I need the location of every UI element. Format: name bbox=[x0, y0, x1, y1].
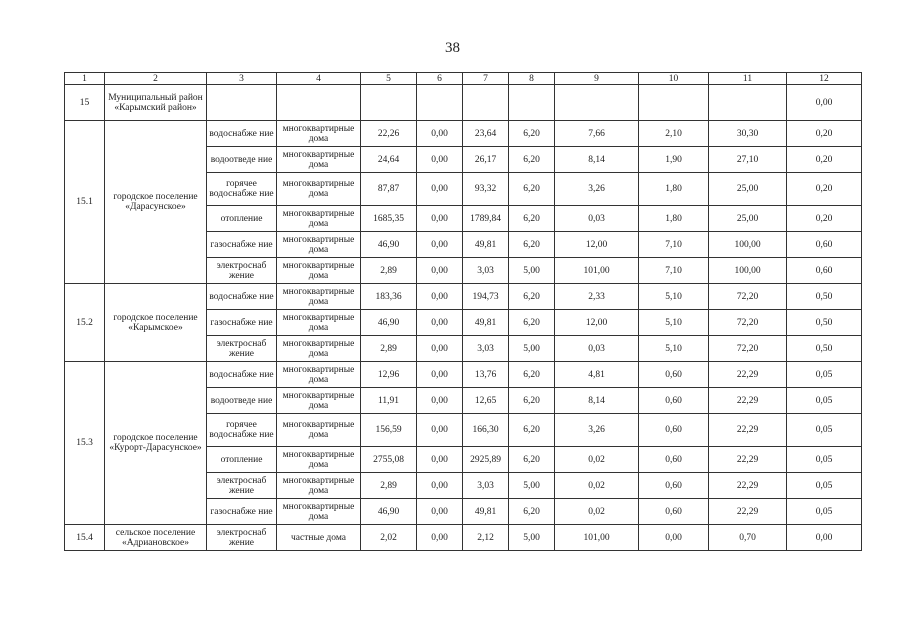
value-cell: 0,00 bbox=[417, 232, 463, 258]
value-cell: 0,05 bbox=[787, 388, 862, 414]
building-type: многоквартирные дома bbox=[277, 310, 361, 336]
value-cell: 101,00 bbox=[555, 525, 639, 551]
group-name: городское поселение «Карымское» bbox=[105, 284, 207, 362]
value-cell: 0,60 bbox=[639, 447, 709, 473]
value-cell: 0,00 bbox=[417, 147, 463, 173]
value-cell: 12,65 bbox=[463, 388, 509, 414]
column-header: 11 bbox=[709, 73, 787, 85]
value-cell: 3,03 bbox=[463, 473, 509, 499]
column-header: 8 bbox=[509, 73, 555, 85]
value-cell: 0,02 bbox=[555, 473, 639, 499]
value-cell: 0,20 bbox=[787, 121, 862, 147]
value-cell: 0,05 bbox=[787, 362, 862, 388]
table-row bbox=[65, 525, 862, 551]
value-cell: 5,10 bbox=[639, 336, 709, 362]
value-cell: 1789,84 bbox=[463, 206, 509, 232]
group-number: 15.1 bbox=[65, 121, 105, 284]
service-type: водоотведе ние bbox=[207, 147, 277, 173]
building-type: многоквартирные дома bbox=[277, 121, 361, 147]
column-header: 9 bbox=[555, 73, 639, 85]
column-header: 10 bbox=[639, 73, 709, 85]
value-cell: 0,60 bbox=[639, 473, 709, 499]
value-cell: 0,03 bbox=[555, 336, 639, 362]
section-value: 0,00 bbox=[787, 85, 862, 121]
value-cell: 6,20 bbox=[509, 310, 555, 336]
building-type: многоквартирные дома bbox=[277, 414, 361, 447]
value-cell: 6,20 bbox=[509, 362, 555, 388]
value-cell: 11,91 bbox=[361, 388, 417, 414]
column-header: 5 bbox=[361, 73, 417, 85]
value-cell: 0,00 bbox=[417, 388, 463, 414]
building-type: многоквартирные дома bbox=[277, 473, 361, 499]
value-cell: 5,00 bbox=[509, 258, 555, 284]
value-cell: 0,00 bbox=[787, 525, 862, 551]
group-number: 15.4 bbox=[65, 525, 105, 551]
value-cell: 2,12 bbox=[463, 525, 509, 551]
building-type: многоквартирные дома bbox=[277, 336, 361, 362]
value-cell: 100,00 bbox=[709, 232, 787, 258]
building-type: многоквартирные дома bbox=[277, 206, 361, 232]
building-type: многоквартирные дома bbox=[277, 258, 361, 284]
building-type: многоквартирные дома bbox=[277, 173, 361, 206]
value-cell: 6,20 bbox=[509, 173, 555, 206]
table-row bbox=[65, 362, 862, 388]
value-cell: 7,66 bbox=[555, 121, 639, 147]
value-cell: 166,30 bbox=[463, 414, 509, 447]
value-cell: 0,60 bbox=[787, 232, 862, 258]
value-cell: 0,05 bbox=[787, 499, 862, 525]
value-cell: 13,76 bbox=[463, 362, 509, 388]
service-type: водоснабже ние bbox=[207, 284, 277, 310]
value-cell: 0,00 bbox=[417, 473, 463, 499]
column-header: 1 bbox=[65, 73, 105, 85]
service-type: горячее водоснабже ние bbox=[207, 173, 277, 206]
value-cell: 27,10 bbox=[709, 147, 787, 173]
value-cell: 6,20 bbox=[509, 388, 555, 414]
value-cell: 6,20 bbox=[509, 232, 555, 258]
value-cell: 0,05 bbox=[787, 414, 862, 447]
value-cell: 0,00 bbox=[417, 284, 463, 310]
value-cell: 0,50 bbox=[787, 284, 862, 310]
service-type: электроснаб жение bbox=[207, 525, 277, 551]
group-name: городское поселение «Дарасунское» bbox=[105, 121, 207, 284]
value-cell: 6,20 bbox=[509, 447, 555, 473]
value-cell: 5,00 bbox=[509, 336, 555, 362]
value-cell: 12,00 bbox=[555, 232, 639, 258]
section-number: 15 bbox=[65, 85, 105, 121]
value-cell: 0,50 bbox=[787, 336, 862, 362]
value-cell: 0,00 bbox=[417, 336, 463, 362]
value-cell: 0,20 bbox=[787, 147, 862, 173]
value-cell: 2,89 bbox=[361, 336, 417, 362]
building-type: многоквартирные дома bbox=[277, 147, 361, 173]
value-cell: 0,00 bbox=[417, 414, 463, 447]
value-cell: 2,02 bbox=[361, 525, 417, 551]
value-cell: 72,20 bbox=[709, 336, 787, 362]
value-cell: 49,81 bbox=[463, 499, 509, 525]
service-type: водоснабже ние bbox=[207, 121, 277, 147]
value-cell: 0,00 bbox=[417, 525, 463, 551]
value-cell: 2,89 bbox=[361, 258, 417, 284]
column-header: 6 bbox=[417, 73, 463, 85]
service-type: водоснабже ние bbox=[207, 362, 277, 388]
value-cell: 1685,35 bbox=[361, 206, 417, 232]
value-cell: 0,00 bbox=[417, 258, 463, 284]
value-cell: 46,90 bbox=[361, 499, 417, 525]
value-cell: 1,90 bbox=[639, 147, 709, 173]
tariff-table bbox=[64, 72, 862, 551]
value-cell: 46,90 bbox=[361, 232, 417, 258]
building-type: многоквартирные дома bbox=[277, 362, 361, 388]
value-cell: 194,73 bbox=[463, 284, 509, 310]
column-header: 7 bbox=[463, 73, 509, 85]
value-cell: 0,03 bbox=[555, 206, 639, 232]
value-cell: 22,29 bbox=[709, 447, 787, 473]
section-row bbox=[65, 85, 862, 121]
service-type: горячее водоснабже ние bbox=[207, 414, 277, 447]
value-cell: 2755,08 bbox=[361, 447, 417, 473]
column-header: 3 bbox=[207, 73, 277, 85]
value-cell: 3,26 bbox=[555, 414, 639, 447]
value-cell: 22,29 bbox=[709, 499, 787, 525]
value-cell: 0,20 bbox=[787, 206, 862, 232]
value-cell: 26,17 bbox=[463, 147, 509, 173]
value-cell: 156,59 bbox=[361, 414, 417, 447]
value-cell: 22,29 bbox=[709, 362, 787, 388]
service-type: электроснаб жение bbox=[207, 336, 277, 362]
building-type: частные дома bbox=[277, 525, 361, 551]
value-cell: 5,00 bbox=[509, 525, 555, 551]
value-cell: 22,26 bbox=[361, 121, 417, 147]
value-cell: 12,00 bbox=[555, 310, 639, 336]
value-cell: 46,90 bbox=[361, 310, 417, 336]
value-cell: 49,81 bbox=[463, 310, 509, 336]
value-cell: 12,96 bbox=[361, 362, 417, 388]
value-cell: 3,03 bbox=[463, 258, 509, 284]
value-cell: 0,02 bbox=[555, 447, 639, 473]
value-cell: 1,80 bbox=[639, 173, 709, 206]
value-cell: 25,00 bbox=[709, 206, 787, 232]
service-type: отопление bbox=[207, 206, 277, 232]
value-cell: 2925,89 bbox=[463, 447, 509, 473]
building-type: многоквартирные дома bbox=[277, 284, 361, 310]
value-cell: 0,00 bbox=[417, 447, 463, 473]
value-cell: 72,20 bbox=[709, 284, 787, 310]
value-cell: 0,60 bbox=[639, 388, 709, 414]
value-cell: 0,00 bbox=[417, 206, 463, 232]
value-cell: 0,00 bbox=[417, 173, 463, 206]
building-type: многоквартирные дома bbox=[277, 388, 361, 414]
value-cell: 6,20 bbox=[509, 284, 555, 310]
service-type: отопление bbox=[207, 447, 277, 473]
service-type: электроснаб жение bbox=[207, 258, 277, 284]
value-cell: 0,50 bbox=[787, 310, 862, 336]
value-cell: 7,10 bbox=[639, 258, 709, 284]
value-cell: 25,00 bbox=[709, 173, 787, 206]
value-cell: 100,00 bbox=[709, 258, 787, 284]
building-type: многоквартирные дома bbox=[277, 232, 361, 258]
value-cell: 183,36 bbox=[361, 284, 417, 310]
service-type: электроснаб жение bbox=[207, 473, 277, 499]
service-type: газоснабже ние bbox=[207, 499, 277, 525]
group-name: городское поселение «Курорт-Дарасунское» bbox=[105, 362, 207, 525]
table-row bbox=[65, 121, 862, 147]
service-type: газоснабже ние bbox=[207, 232, 277, 258]
value-cell: 0,00 bbox=[417, 499, 463, 525]
value-cell: 24,64 bbox=[361, 147, 417, 173]
value-cell: 0,60 bbox=[639, 499, 709, 525]
table-body bbox=[65, 73, 862, 551]
value-cell: 5,10 bbox=[639, 284, 709, 310]
value-cell: 6,20 bbox=[509, 414, 555, 447]
value-cell: 8,14 bbox=[555, 147, 639, 173]
value-cell: 8,14 bbox=[555, 388, 639, 414]
value-cell: 87,87 bbox=[361, 173, 417, 206]
column-header: 4 bbox=[277, 73, 361, 85]
value-cell: 0,05 bbox=[787, 447, 862, 473]
value-cell: 0,00 bbox=[417, 362, 463, 388]
value-cell: 22,29 bbox=[709, 388, 787, 414]
value-cell: 7,10 bbox=[639, 232, 709, 258]
value-cell: 3,03 bbox=[463, 336, 509, 362]
value-cell: 23,64 bbox=[463, 121, 509, 147]
group-number: 15.3 bbox=[65, 362, 105, 525]
value-cell: 93,32 bbox=[463, 173, 509, 206]
value-cell: 0,60 bbox=[639, 414, 709, 447]
group-name: сельское поселение «Адриановское» bbox=[105, 525, 207, 551]
value-cell: 6,20 bbox=[509, 206, 555, 232]
value-cell: 0,60 bbox=[639, 362, 709, 388]
service-type: водоотведе ние bbox=[207, 388, 277, 414]
value-cell: 0,70 bbox=[709, 525, 787, 551]
service-type: газоснабже ние bbox=[207, 310, 277, 336]
value-cell: 22,29 bbox=[709, 473, 787, 499]
section-name: Муниципальный район «Карымский район» bbox=[105, 85, 207, 121]
value-cell: 5,10 bbox=[639, 310, 709, 336]
page-number: 38 bbox=[445, 40, 460, 56]
value-cell: 0,00 bbox=[639, 525, 709, 551]
value-cell: 0,20 bbox=[787, 173, 862, 206]
value-cell: 1,80 bbox=[639, 206, 709, 232]
value-cell: 72,20 bbox=[709, 310, 787, 336]
value-cell: 6,20 bbox=[509, 499, 555, 525]
value-cell: 4,81 bbox=[555, 362, 639, 388]
value-cell: 3,26 bbox=[555, 173, 639, 206]
table-row bbox=[65, 284, 862, 310]
value-cell: 0,00 bbox=[417, 121, 463, 147]
value-cell: 6,20 bbox=[509, 121, 555, 147]
value-cell: 2,33 bbox=[555, 284, 639, 310]
value-cell: 22,29 bbox=[709, 414, 787, 447]
value-cell: 30,30 bbox=[709, 121, 787, 147]
header-row bbox=[65, 73, 862, 85]
value-cell: 0,02 bbox=[555, 499, 639, 525]
group-number: 15.2 bbox=[65, 284, 105, 362]
value-cell: 2,89 bbox=[361, 473, 417, 499]
value-cell: 101,00 bbox=[555, 258, 639, 284]
value-cell: 0,60 bbox=[787, 258, 862, 284]
value-cell: 6,20 bbox=[509, 147, 555, 173]
value-cell: 2,10 bbox=[639, 121, 709, 147]
value-cell: 0,05 bbox=[787, 473, 862, 499]
building-type: многоквартирные дома bbox=[277, 447, 361, 473]
column-header: 2 bbox=[105, 73, 207, 85]
building-type: многоквартирные дома bbox=[277, 499, 361, 525]
value-cell: 5,00 bbox=[509, 473, 555, 499]
value-cell: 49,81 bbox=[463, 232, 509, 258]
column-header: 12 bbox=[787, 73, 862, 85]
value-cell: 0,00 bbox=[417, 310, 463, 336]
